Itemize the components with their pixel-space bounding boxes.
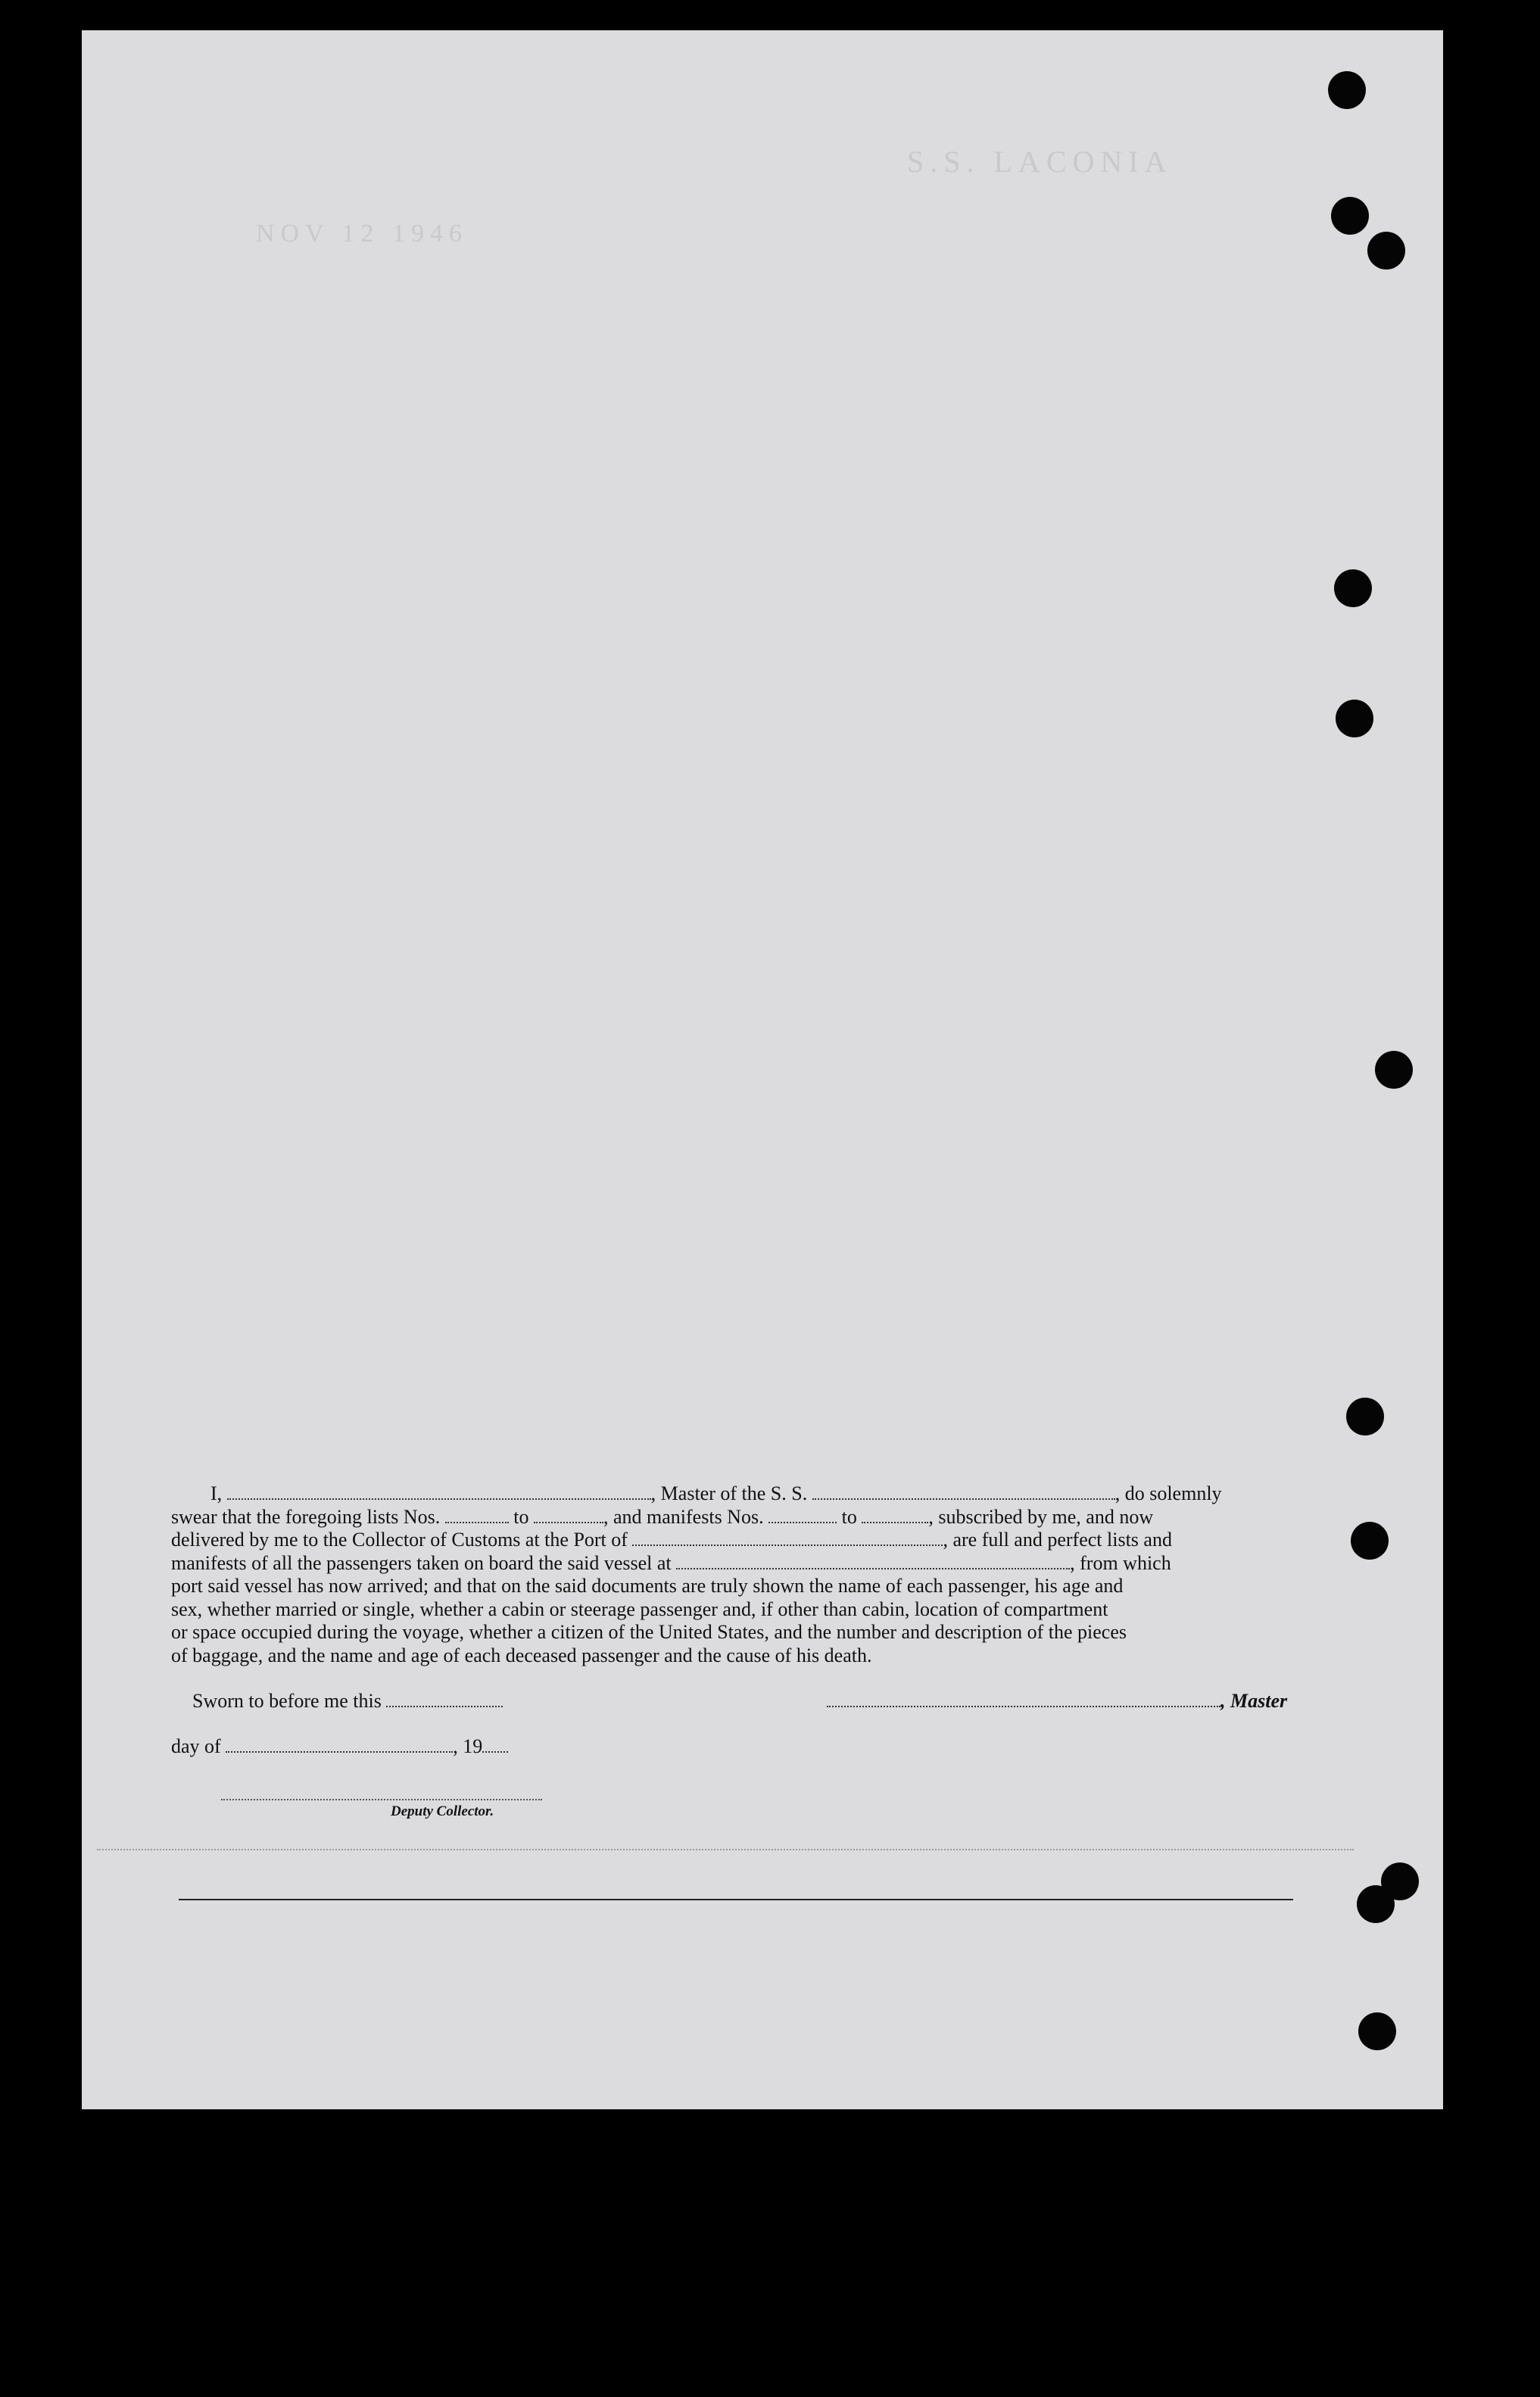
master-signature-line <box>827 1690 1287 1713</box>
oath-text: I, <box>210 1482 223 1504</box>
oath-text: delivered by me to the Collector of Customs at the Port of <box>171 1529 628 1551</box>
binder-hole <box>1334 569 1372 607</box>
binder-hole <box>1358 2012 1396 2050</box>
blank-departure-port <box>676 1553 1070 1569</box>
oath-line-7: or space occupied during the voyage, whether a citizen of the United States, and the number and description of the pieces <box>171 1621 1127 1643</box>
perforation-line <box>97 1849 1354 1850</box>
deputy-signature-line <box>221 1799 542 1800</box>
bottom-rule <box>179 1899 1293 1900</box>
binder-hole <box>1331 197 1369 235</box>
oath-text: to <box>513 1505 529 1528</box>
oath-line-8: of baggage, and the name and age of each deceased passenger and the cause of his death. <box>171 1644 872 1666</box>
oath-text: , subscribed by me, and now <box>928 1505 1154 1528</box>
blank-ship-name <box>812 1483 1115 1500</box>
binder-hole <box>1375 1051 1413 1089</box>
blank-list-to <box>534 1507 603 1523</box>
sworn-line <box>192 1690 503 1713</box>
master-oath-paragraph <box>171 1482 1298 1667</box>
oath-text: , Master of the S. S. <box>650 1482 808 1504</box>
binder-hole <box>1351 1522 1389 1560</box>
oath-line-3 <box>171 1529 1298 1552</box>
manifest-page <box>82 30 1443 2109</box>
oath-line-5: port said vessel has now arrived; and that on the said documents are truly shown the name of each passenger, his age and <box>171 1575 1124 1597</box>
year-label: , 19 <box>453 1735 483 1757</box>
blank-master-signature <box>827 1691 1220 1707</box>
blank-manifest-to <box>862 1507 928 1523</box>
oath-text: to <box>841 1505 857 1528</box>
day-of-label: day of <box>171 1735 221 1757</box>
blank-port <box>632 1529 943 1546</box>
master-label: , Master <box>1220 1690 1288 1712</box>
faint-date-stamp: NOV 12 1946 <box>256 220 469 248</box>
binder-hole <box>1336 700 1373 737</box>
blank-sworn-day <box>386 1691 503 1707</box>
binder-hole <box>1357 1885 1395 1923</box>
blank-master-name <box>227 1483 651 1500</box>
oath-text: , and manifests Nos. <box>603 1505 764 1528</box>
binder-hole <box>1346 1398 1384 1435</box>
oath-text: swear that the foregoing lists Nos. <box>171 1505 441 1528</box>
blank-list-from <box>445 1507 509 1523</box>
faint-ship-stamp: S.S. LACONIA <box>907 145 1173 179</box>
blank-year <box>482 1736 508 1753</box>
oath-text: , are full and perfect lists and <box>943 1529 1172 1551</box>
oath-text: , do solemnly <box>1114 1482 1222 1504</box>
oath-text: manifests of all the passengers taken on board the said vessel at <box>171 1551 672 1574</box>
binder-hole <box>1367 232 1405 270</box>
oath-line-4 <box>171 1552 1298 1576</box>
blank-month <box>226 1736 453 1753</box>
deputy-collector-label: Deputy Collector. <box>391 1803 494 1819</box>
blank-manifest-from <box>768 1507 837 1523</box>
binder-hole <box>1328 71 1366 109</box>
oath-line-1 <box>171 1482 1298 1506</box>
day-of-line <box>171 1735 508 1758</box>
sworn-label: Sworn to before me this <box>192 1690 382 1712</box>
oath-line-6: sex, whether married or single, whether a cabin or steerage passenger and, if other than cabin, location of compartment <box>171 1597 1108 1620</box>
oath-line-2 <box>171 1506 1298 1529</box>
oath-text: , from which <box>1070 1551 1171 1574</box>
